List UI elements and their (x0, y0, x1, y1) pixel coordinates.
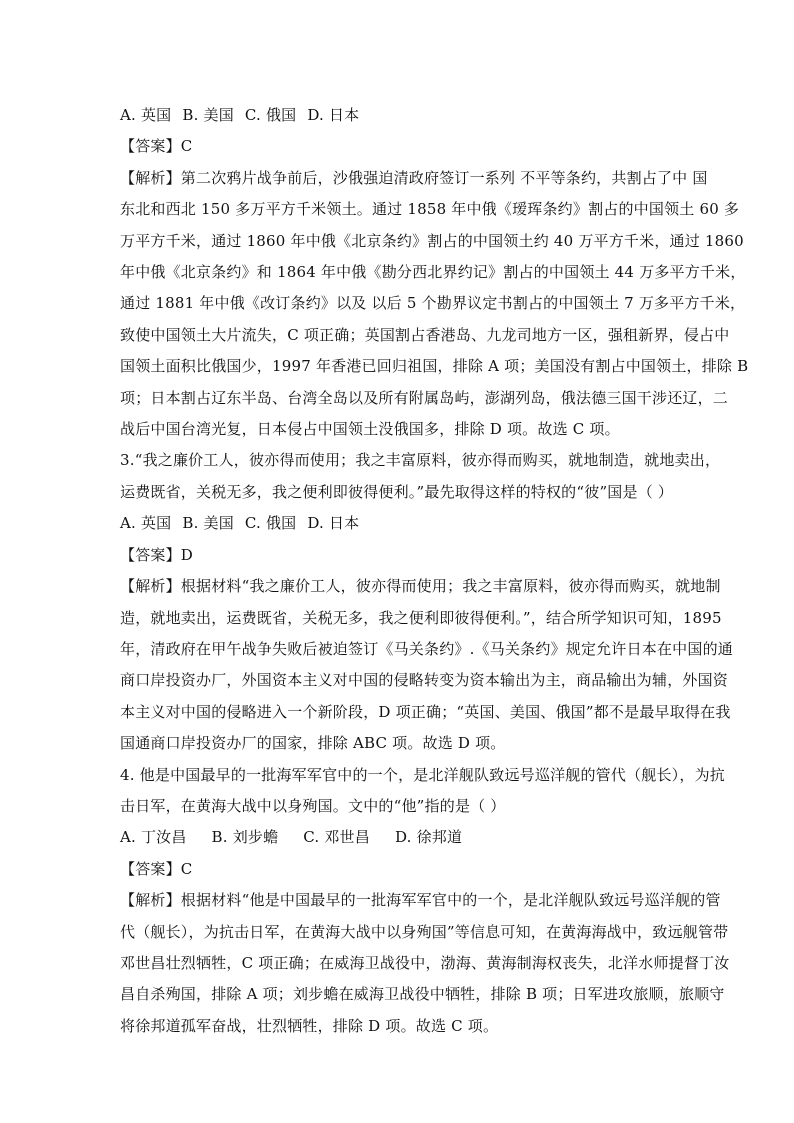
q2-option-b: B. 美国 (182, 106, 234, 124)
q2-option-d: D. 日本 (307, 106, 360, 124)
q2-analysis-line: 【解析】第二次鸦片战争前后，沙俄强迫清政府签订一系列 不平等条约，共割占了中 国 (120, 168, 708, 187)
q4-analysis-line: 将徐邦道孤军奋战，壮烈牺牲，排除 D 项。故选 C 项。 (120, 1016, 499, 1035)
q3-analysis-line: 年，清政府在甲午战争失败后被迫签订《马关条约》.《马关条约》规定允许日本在中国的通 (120, 639, 733, 658)
q3-option-b: B. 美国 (182, 514, 234, 533)
q4-option-b: B. 刘步蟾 (211, 828, 279, 847)
q2-analysis-line: 万平方千米，通过 1860 年中俄《北京条约》割占的中国领土约 40 万平方千米，通过 1860 (120, 231, 744, 250)
q2-analysis-line: 致使中国领土大片流失，C 项正确；英国割占香港岛、九龙司地方一区，强租新界，侵占中 (120, 325, 730, 344)
document-page (120, 100, 749, 1042)
q2-analysis-line: 战后中国台湾光复，日本侵占中国领土没俄国多，排除 D 项。故选 C 项。 (120, 420, 620, 439)
q3-options (120, 508, 685, 539)
q2-analysis-line: 项；日本割占辽东半岛、台湾全岛以及所有附属岛屿，澎湖列岛，俄法德三国干涉还辽，二 (120, 388, 729, 407)
q4-option-a: A. 丁汝昌 (120, 828, 187, 847)
q3-answer: 【答案】D (120, 545, 194, 564)
q3-option-d: D. 日本 (307, 514, 360, 533)
q2-analysis-line: 年中俄《北京条约》和 1864 年中俄《勘分西北界约记》割占的中国领土 44 万多平方千米， (120, 263, 746, 282)
q4-analysis-line: 【解析】根据材料“他是中国最早的一批海军军官中的一个，是北洋舰队致远号巡洋舰的管 (120, 891, 721, 910)
q2-answer: 【答案】C (120, 137, 193, 156)
q4-stem (120, 760, 725, 823)
q2-analysis-line: 国领土面积比俄国少，1997 年香港已回归祖国，排除 A 项；美国没有割占中国领土，排除 B (120, 357, 749, 376)
q3-analysis-line: 造，就地卖出，运费既省，关税无多，我之便利即彼得便利。”，结合所学知识可知，1895 (120, 608, 722, 627)
q4-analysis-line: 邓世昌壮烈牺牲，C 项正确；在威海卫战役中，渤海、黄海制海权丧失，北洋水师提督丁汝 (120, 953, 730, 972)
q4-options (120, 822, 685, 853)
q4-option-c: C. 邓世昌 (303, 828, 370, 847)
q4-answer: 【答案】C (120, 859, 193, 878)
q2-analysis-line: 通过 1881 年中俄《改订条约》以及 以后 5 个勘界议定书割占的中国领土 7 万多平方千米， (120, 294, 746, 313)
q4-analysis-line: 昌自杀殉国，排除 A 项；刘步蟾在威海卫战役中牺牲，排除 B 项；日军进攻旅顺，旅顺守 (120, 985, 725, 1004)
q2-option-a: A. 英国 (120, 106, 172, 124)
q3-option-a: A. 英国 (120, 514, 172, 533)
q4-stem-line: 击日军，在黄海大战中以身殉国。文中的“他”指的是（ ） (120, 796, 506, 815)
q2-analysis-line: 东北和西北 150 多万平方千米领土。通过 1858 年中俄《瑷珲条约》割占的中国领土 60 多 (120, 200, 740, 219)
q2-option-c: C. 俄国 (244, 106, 297, 124)
q3-analysis-line: 商口岸投资办厂，外国资本主义对中国的侵略转变为资本输出为主，商品输出为辅，外国资 (120, 671, 729, 690)
q4-analysis (120, 885, 730, 1042)
q2-analysis (120, 163, 749, 446)
q3-stem (120, 445, 721, 508)
q4-option-d: D. 徐邦道 (394, 828, 463, 847)
q3-analysis (120, 571, 733, 759)
q3-analysis-line: 本主义对中国的侵略进入一个新阶段，D 项正确；“英国、美国、俄国”都不是最早取得在我 (120, 702, 731, 721)
q2-options (120, 100, 685, 131)
q3-analysis-line: 国通商口岸投资办厂的国家，排除 ABC 项。故选 D 项。 (120, 734, 506, 753)
q3-analysis-line: 【解析】根据材料“我之廉价工人，彼亦得而使用；我之丰富原料，彼亦得而购买，就地制 (120, 577, 721, 596)
q3-stem-line: 运费既省，关税无多，我之便利即彼得便利。”最先取得这样的特权的“彼”国是（ ） (120, 482, 674, 501)
q3-stem-line: 3.“我之廉价工人，彼亦得而使用；我之丰富原料，彼亦得而购买，就地制造，就地卖出， (120, 451, 721, 470)
q4-stem-line: 4. 他是中国最早的一批海军军官中的一个，是北洋舰队致远号巡洋舰的管代（舰长），为抗 (120, 765, 725, 784)
q3-option-c: C. 俄国 (244, 514, 297, 533)
q4-analysis-line: 代（舰长），为抗击日军，在黄海大战中以身殉国”等信息可知，在黄海海战中，致远舰管带 (120, 922, 729, 941)
